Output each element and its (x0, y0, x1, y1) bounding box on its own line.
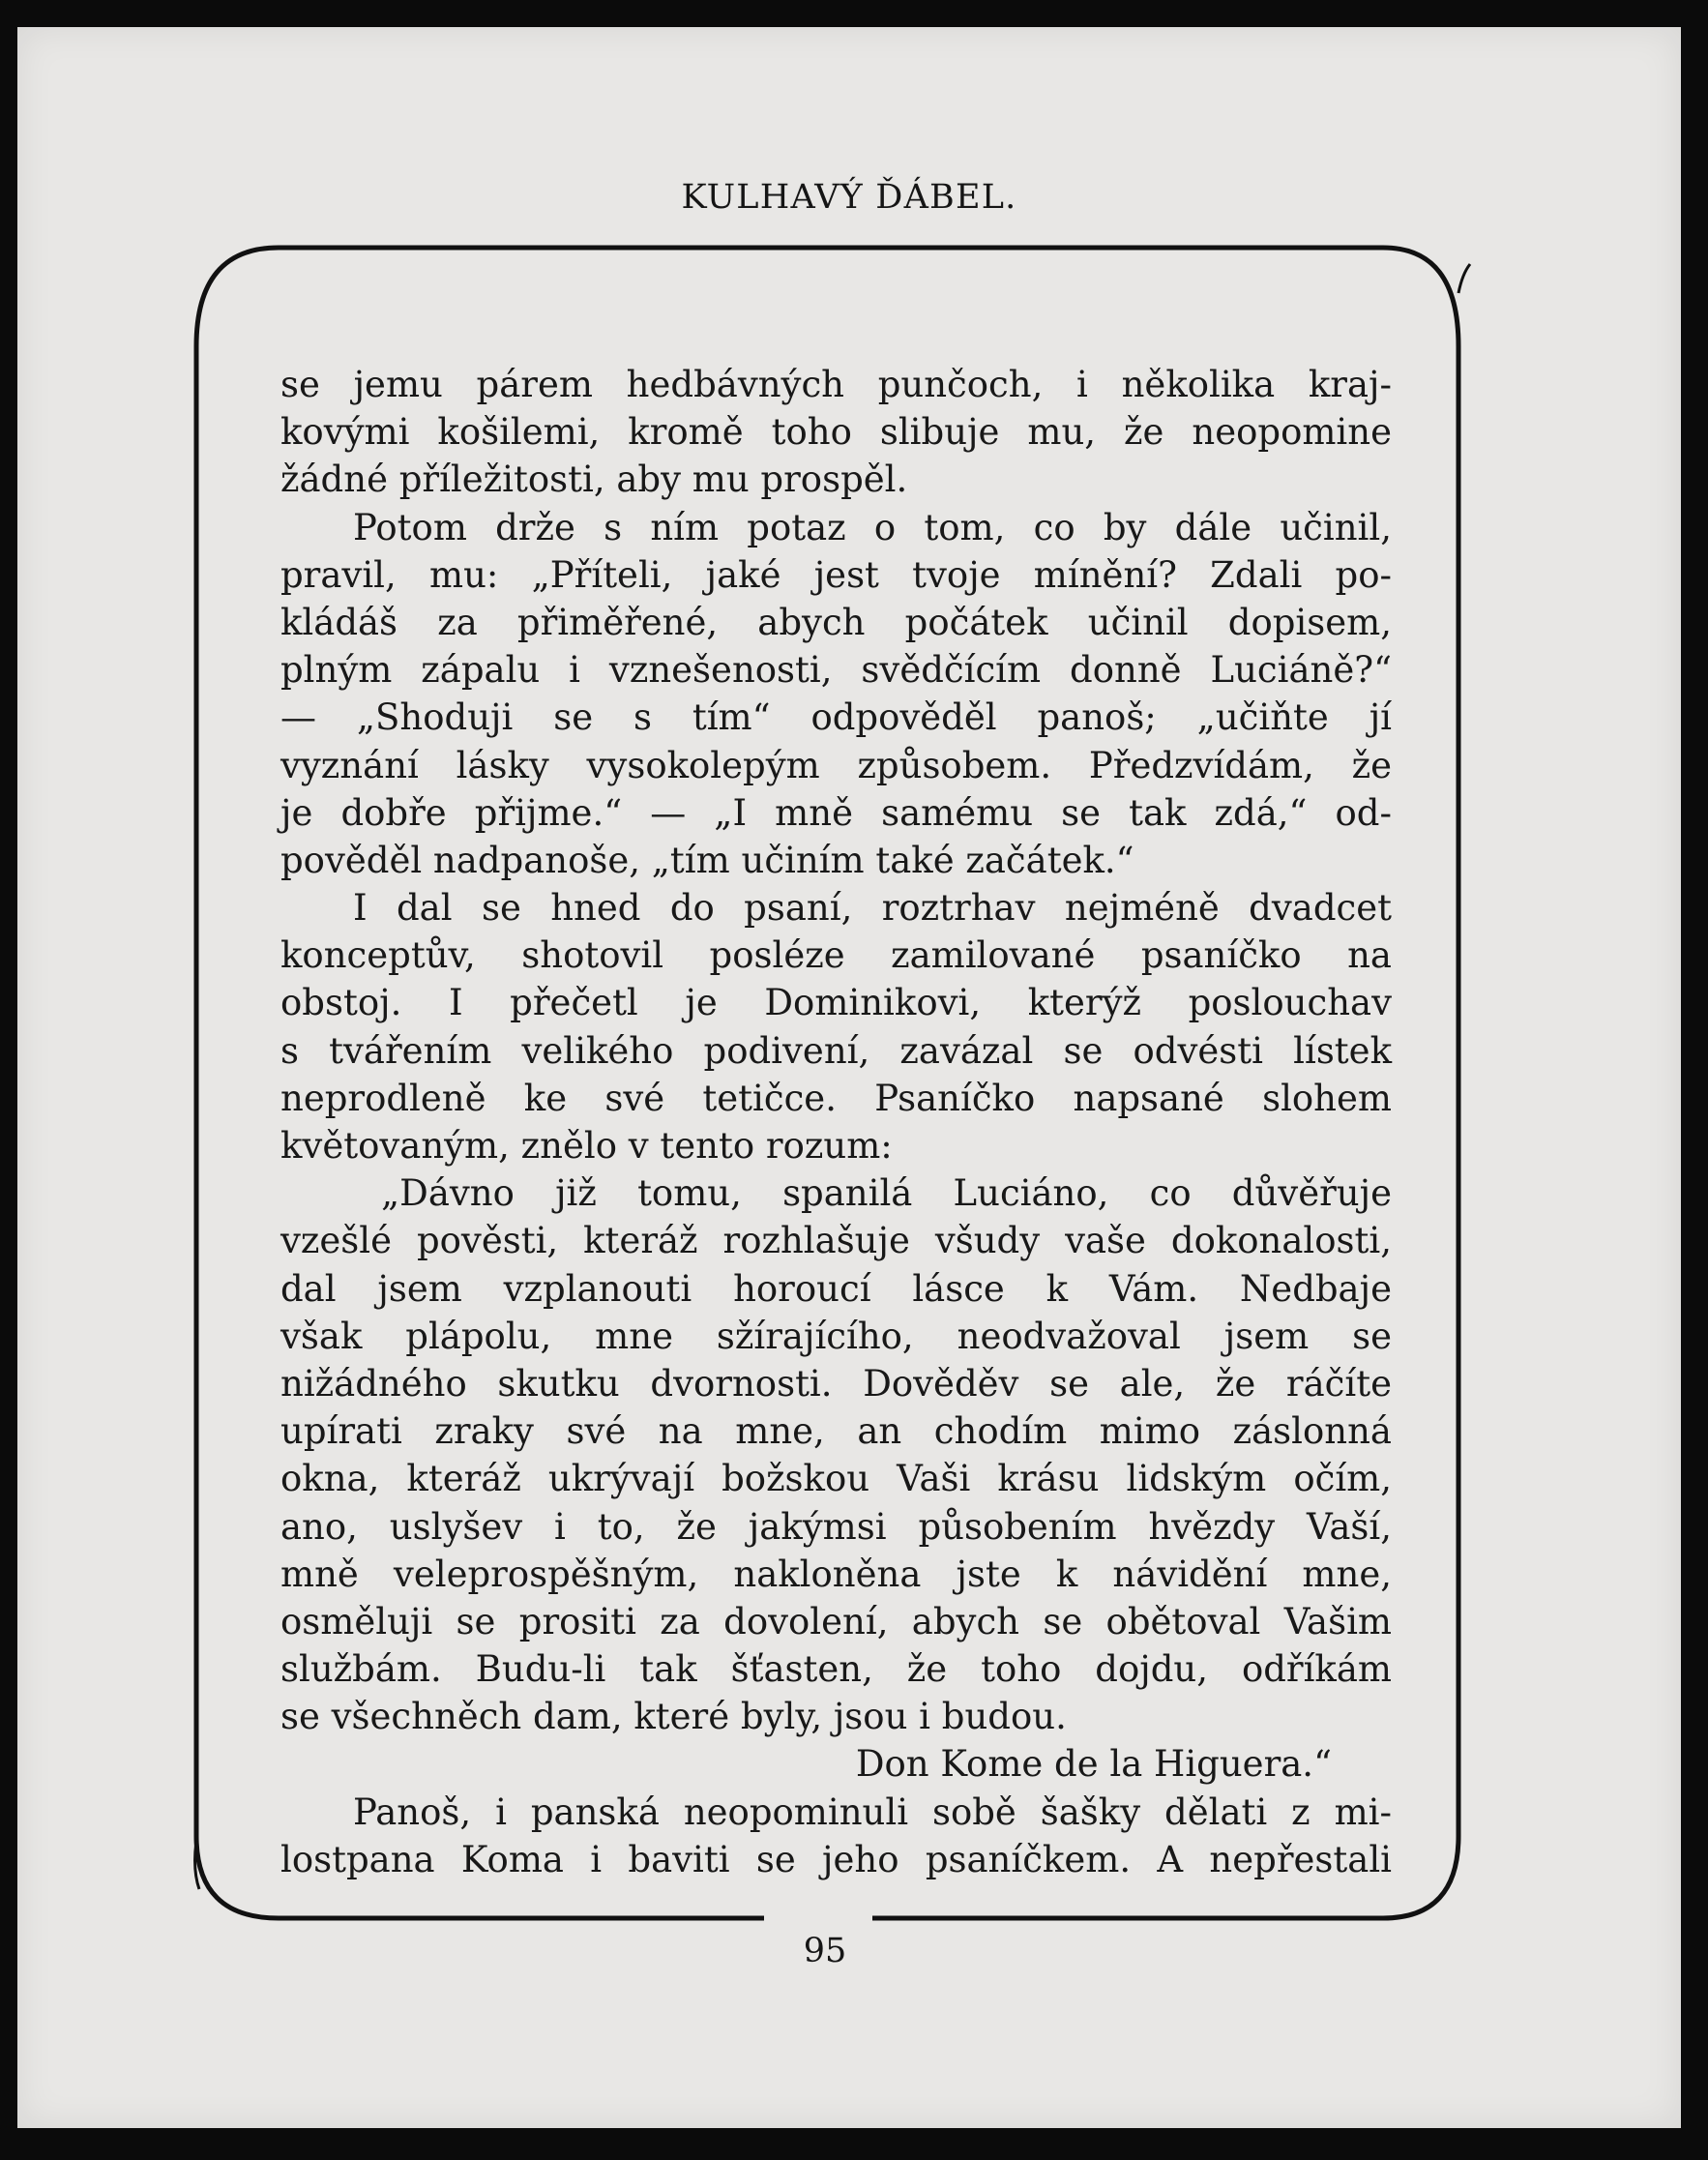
text-line: s tvářením velikého podivení, zavázal se odvésti lístek (280, 1029, 1392, 1072)
book-page (17, 27, 1681, 2128)
body-text (280, 361, 1392, 1883)
text-line: okna, kteráž ukrývají božskou Vaši krásu lidským očím, (280, 1458, 1392, 1500)
text-line: dal jsem vzplanouti horoucí lásce k Vám. Nedbaje (280, 1267, 1392, 1310)
text-line: lostpana Koma i baviti se jeho psaníčkem. A nepřestali (280, 1838, 1392, 1880)
text-line: neprodleně ke své tetičce. Psaníčko napsané slohem (280, 1077, 1392, 1119)
border-right-flourish (1458, 264, 1470, 293)
text-line: vzešlé pověsti, kteráž rozhlašuje všudy vaše dokonalosti, (280, 1220, 1392, 1262)
text-line: vyznání lásky vysokolepým způsobem. Předzvídám, že (280, 744, 1392, 786)
text-line: mně veleprospěšným, nakloněna jste k návidění mne, (280, 1553, 1392, 1595)
border-left-flourish (195, 1841, 199, 1889)
text-line: kládáš za přiměřené, abych počátek učinil dopisem, (280, 601, 1392, 643)
text-line: pravil, mu: „Příteli, jaké jest tvoje mínění? Zdali po- (280, 553, 1392, 596)
text-line: je dobře přijme.“ — „I mně samému se tak zdá,“ od- (280, 791, 1392, 834)
text-line: „Dávno již tomu, spanilá Luciáno, co důvěřuje (381, 1172, 1392, 1215)
text-line: kovými košilemi, kromě toho slibuje mu, že neopomine (280, 411, 1392, 454)
text-line: se všechněch dam, které byly, jsou i budou. (280, 1696, 1067, 1738)
text-line: I dal se hned do psaní, roztrhav nejméně dvadcet (353, 887, 1392, 930)
text-line: Panoš, i panská neopominuli sobě šašky dělati z mi- (353, 1790, 1392, 1833)
text-line: pověděl nadpanoše, „tím učiním také začátek.“ (280, 839, 1134, 881)
text-line: osměluji se prositi za dovolení, abych se obětoval Vašim (280, 1600, 1392, 1642)
text-line: plným zápalu i vznešenosti, svědčícím donně Luciáně?“ (280, 649, 1392, 692)
text-line: žádné příležitosti, aby mu prospěl. (280, 459, 908, 501)
page-number: 95 (803, 1932, 847, 1970)
text-line: Potom drže s ním potaz o tom, co by dále učinil, (353, 506, 1392, 548)
text-line: konceptův, shotovil posléze zamilované psaníčko na (280, 934, 1392, 977)
text-line: se jemu párem hedbávných punčoch, i několika kraj- (280, 364, 1392, 405)
text-line: ano, uslyšev i to, že jakýmsi působením hvězdy Vaší, (280, 1505, 1392, 1548)
running-head: KULHAVÝ ĎÁBEL. (681, 178, 1017, 217)
letter-signature: Don Kome de la Higuera.“ (855, 1743, 1332, 1786)
text-line: upírati zraky své na mne, an chodím mimo záslonná (280, 1410, 1392, 1453)
text-line: — „Shoduji se s tím“ odpověděl panoš; „učiňte jí (280, 696, 1392, 739)
text-line: však plápolu, mne sžírajícího, neodvažoval jsem se (280, 1315, 1392, 1357)
text-line: květovaným, znělo v tento rozum: (280, 1125, 893, 1167)
text-line: nižádného skutku dvornosti. Dověděv se ale, že ráčíte (280, 1362, 1392, 1405)
text-line: obstoj. I přečetl je Dominikovi, kterýž poslouchav (280, 982, 1392, 1024)
text-line: službám. Budu-li tak šťasten, že toho dojdu, odříkám (280, 1648, 1392, 1691)
